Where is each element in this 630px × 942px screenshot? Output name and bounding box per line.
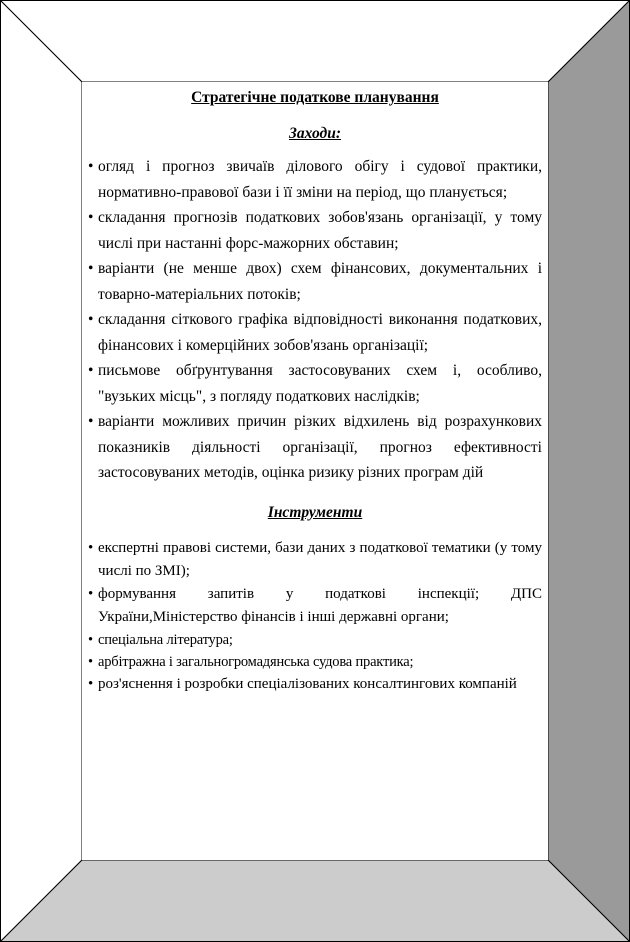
content-panel xyxy=(82,82,548,860)
bevel-top xyxy=(0,0,630,82)
measures-list xyxy=(88,154,542,486)
tools-heading: Інструменти xyxy=(267,503,363,521)
list-item: • огляд і прогноз звичаїв ділового обігу і судової практики, нормативно-правової бази і її зміни на період, що планується; xyxy=(88,154,542,205)
tools-list xyxy=(88,537,542,696)
page-title: Стратегічне податкове планування xyxy=(191,89,439,106)
list-item: • експертні правові системи, бази даних з податкової тематики (у тому числі по ЗМІ); xyxy=(88,537,542,583)
list-item: • спеціальна література; xyxy=(88,629,542,651)
list-item: • роз'яснення і розробки спеціалізованих консалтингових компаній xyxy=(88,673,542,696)
list-item: • складання сіткового графіка відповідності виконання податкових, фінансових і комерційних зобов'язань організації; xyxy=(88,307,542,358)
list-item: • складання прогнозів податкових зобов'язань організації, у тому числі при настанні форс-мажорних обставин; xyxy=(88,205,542,256)
bevel-bottom xyxy=(0,860,630,942)
measures-heading: Заходи: xyxy=(288,124,342,142)
bevel-right xyxy=(548,0,630,942)
bevel-left xyxy=(0,0,82,942)
list-item: • письмове обґрунтування застосовуваних схем і, особливо, "вузьких місць", з погляду податкових наслідків; xyxy=(88,358,542,409)
list-item: • формування запитів у податкові інспекції; ДПС України,Міністерство фінансів і інші державні органи; xyxy=(88,583,542,629)
list-item: • варіанти (не менше двох) схем фінансових, документальних і товарно-матеріальних потоків; xyxy=(88,256,542,307)
list-item: • арбітражна і загальногромадянська судова практика; xyxy=(88,651,542,673)
list-item: • варіанти можливих причин різких відхилень від розрахункових показників діяльності організації, прогноз ефективності застосовуваних методів, оцінка ризику різних програм дій xyxy=(88,409,542,486)
